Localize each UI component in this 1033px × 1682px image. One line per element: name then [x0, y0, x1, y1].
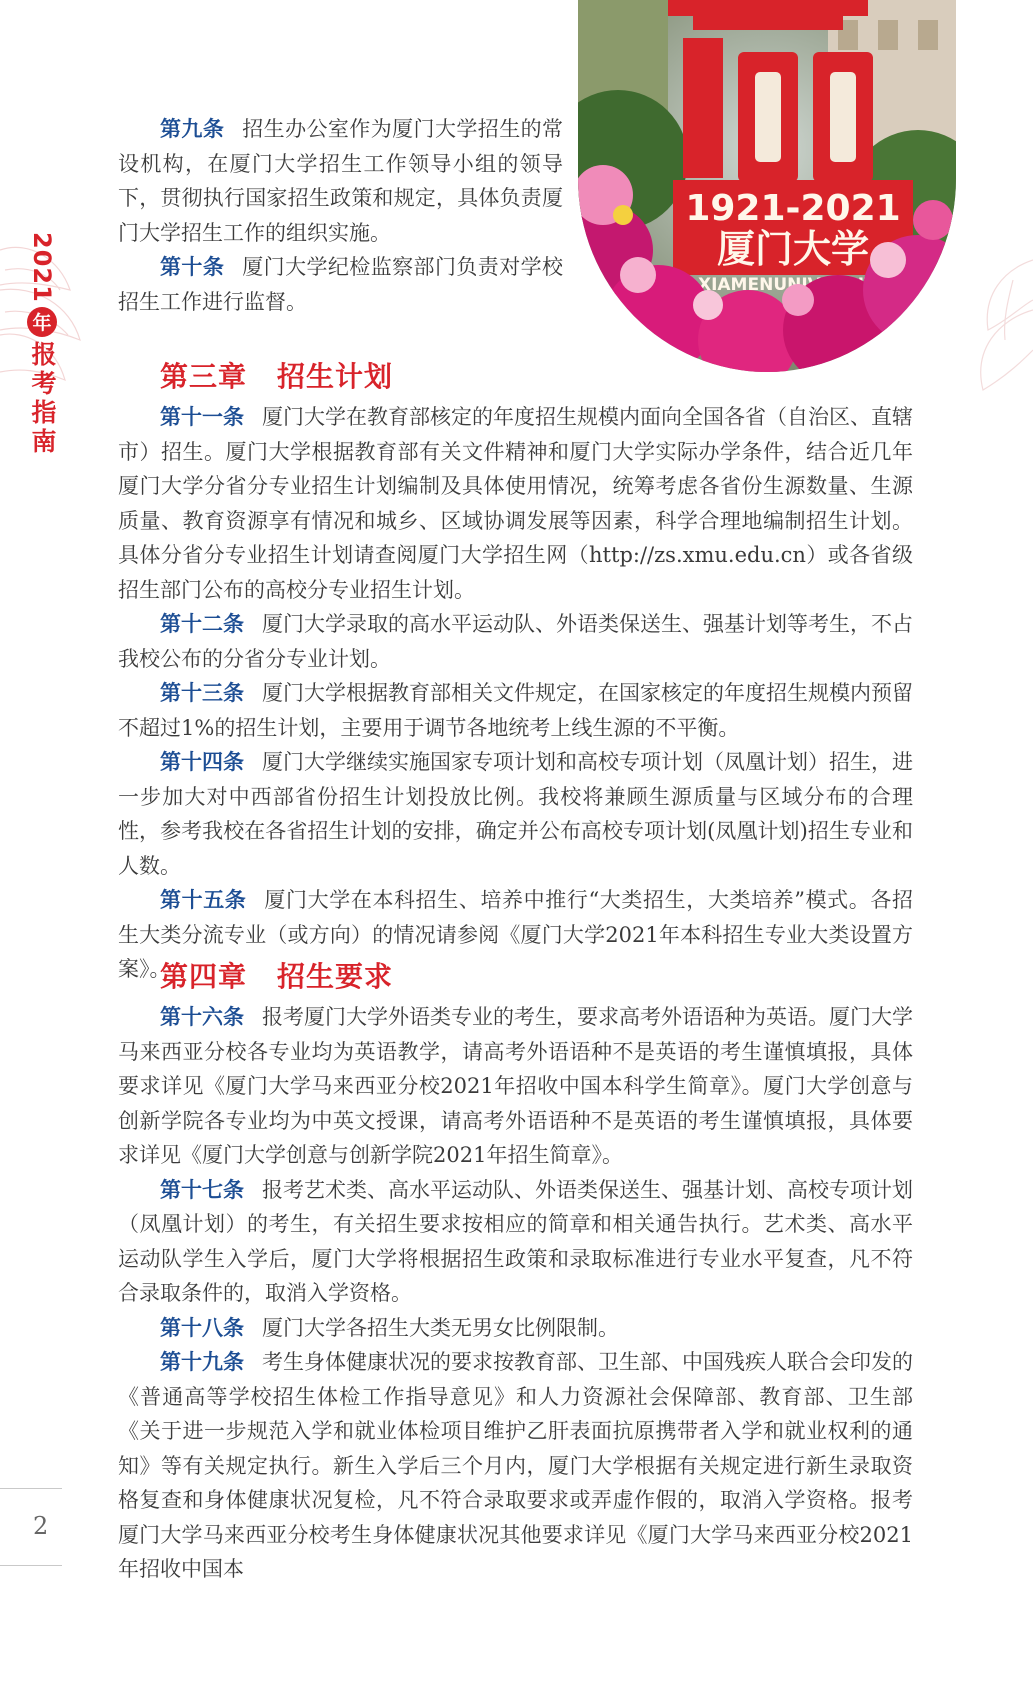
- article-number: 第十三条: [160, 681, 244, 705]
- chapter-title: 招生要求: [277, 960, 394, 993]
- article-number: 第十一条: [160, 405, 244, 429]
- chapter-3-body: [118, 400, 913, 987]
- intro-articles: [118, 112, 563, 319]
- article-14: [118, 745, 913, 883]
- article-text: 报考艺术类、高水平运动队、外语类保送生、强基计划、高校专项计划（凤凰计划）的考生，有关招生要求按相应的简章和相关通告执行。艺术类、高水平运动队学生入学后，厦门大学将根据招生政策和录取标准进行专业水平复查，凡不符合录取条件的，取消入学资格。: [118, 1177, 913, 1305]
- article-19: [118, 1345, 913, 1587]
- article-16: [118, 1000, 913, 1173]
- footer-divider-bottom: [0, 1565, 62, 1566]
- article-text: 考生身体健康状况的要求按教育部、卫生部、中国残疾人联合会印发的《普通高等学校招生体检工作指导意见》和人力资源社会保障部、教育部、卫生部《关于进一步规范入学和就业体检项目维护乙肝表面抗原携带者入学和就业权利的通知》等有关规定执行。新生入学后三个月内，厦门大学根据有关规定进行新生录取资格复查和身体健康状况复检，凡不符合录取要求或弄虚作假的，取消入学资格。报考厦门大学马来西亚分校考生身体健康状况其他要求详见《厦门大学马来西亚分校2021年招收中国本: [118, 1350, 913, 1581]
- article-10: [118, 250, 563, 319]
- article-9: [118, 112, 563, 250]
- article-11: [118, 400, 913, 607]
- chapter-4-body: [118, 1000, 913, 1587]
- sign-school-name: 厦门大学: [716, 227, 870, 271]
- chapter-number: 第三章: [160, 360, 248, 393]
- article-number: 第十条: [160, 255, 225, 279]
- article-number: 第十八条: [160, 1315, 244, 1340]
- article-text: 厦门大学继续实施国家专项计划和高校专项计划（凤凰计划）招生，进一步加大对中西部省份招生计划投放比例。我校将兼顾生源质量与区域分布的合理性，参考我校在各省招生计划的安排，确定并公布高校专项计划(凤凰计划)招生专业和人数。: [118, 750, 913, 878]
- chapter-title: 招生计划: [277, 360, 394, 393]
- article-number: 第十四条: [160, 750, 244, 774]
- article-number: 第十二条: [160, 612, 244, 636]
- side-year-char: 年: [27, 307, 57, 337]
- article-number: 第十六条: [160, 1005, 244, 1029]
- article-17: [118, 1173, 913, 1311]
- article-number: 第十九条: [160, 1350, 244, 1374]
- article-text: 招生办公室作为厦门大学招生的常设机构，在厦门大学招生工作领导小组的领导下，贯彻执行国家招生政策和规定，具体负责厦门大学招生工作的组织实施。: [118, 117, 564, 245]
- chapter-3-heading: [160, 355, 393, 395]
- side-title: 报考指南: [28, 340, 57, 457]
- article-18: [118, 1311, 913, 1346]
- page-number: 2: [33, 1512, 49, 1540]
- article-13: [118, 676, 913, 745]
- article-text: 报考厦门大学外语类专业的考生，要求高考外语语种为英语。厦门大学马来西亚分校各专业均为英语教学，请高考外语语种不是英语的考生谨慎填报，具体要求详见《厦门大学马来西亚分校2021年招收中国本科学生简章》。厦门大学创意与创新学院各专业均为中英文授课，请高考外语语种不是英语的考生谨慎填报，具体要求详见《厦门大学创意与创新学院2021年招生简章》。: [118, 1005, 913, 1167]
- article-text: 厦门大学纪检监察部门负责对学校招生工作进行监督。: [118, 255, 564, 314]
- article-text: 厦门大学各招生大类无男女比例限制。: [262, 1315, 619, 1340]
- chapter-number: 第四章: [160, 960, 248, 993]
- article-number: 第十五条: [160, 888, 247, 912]
- side-label: [22, 232, 62, 457]
- sign-year-range: 1921-2021: [685, 188, 901, 229]
- article-text: 厦门大学在教育部核定的年度招生规模内面向全国各省（自治区、直辖市）招生。厦门大学根据教育部有关文件精神和厦门大学实际办学条件，结合近几年厦门大学分省分专业招生计划编制及具体使用情况，统筹考虑各省份生源数量、生源质量、教育资源享有情况和城乡、区域协调发展等因素，科学合理地编制招生计划。具体分省分专业招生计划请查阅厦门大学招生网（http://zs.xmu.edu.cn）或各省级招生部门公布的高校分专业招生计划。: [118, 405, 913, 602]
- side-year: 2021: [28, 232, 56, 303]
- chapter-4-heading: [160, 955, 393, 995]
- article-text: 厦门大学在本科招生、培养中推行“大类招生，大类培养”模式。各招生大类分流专业（或方向）的情况请参阅《厦门大学2021年本科招生专业大类设置方案》。: [118, 888, 913, 981]
- footer-divider-top: [0, 1488, 62, 1489]
- article-text: 厦门大学根据教育部相关文件规定，在国家核定的年度招生规模内预留不超过1%的招生计划，主要用于调节各地统考上线生源的不平衡。: [118, 681, 913, 740]
- article-12: [118, 607, 913, 676]
- centennial-photo: [578, 0, 956, 372]
- article-number: 第十七条: [160, 1177, 244, 1202]
- article-text: 厦门大学录取的高水平运动队、外语类保送生、强基计划等考生，不占我校公布的分省分专业计划。: [118, 612, 913, 671]
- article-number: 第九条: [160, 117, 225, 141]
